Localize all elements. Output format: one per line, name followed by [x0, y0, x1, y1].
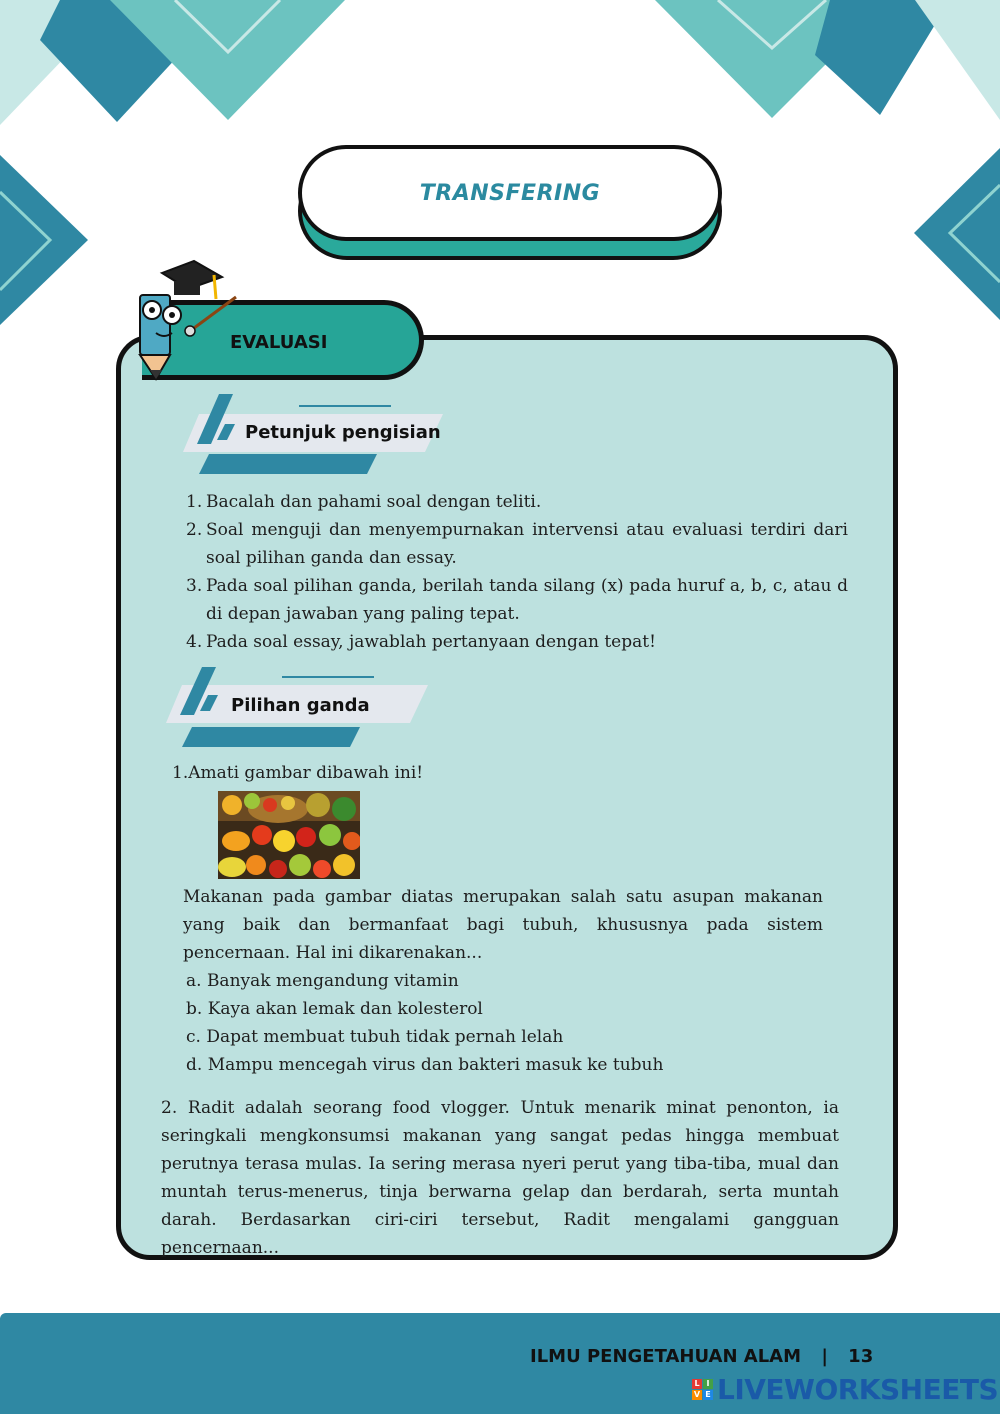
- instructions-heading-banner: [183, 394, 443, 476]
- liveworksheets-wordmark: LIVEWORKSHEETS: [717, 1373, 999, 1406]
- evaluation-tab-label: EVALUASI: [230, 332, 328, 353]
- question-2-text: 2. Radit adalah seorang food vlogger. Untuk menarik minat penonton, ia seringkali mengkonsumsi makanan yang sangat pedas hingga membuat perutnya terasa mulas. Ia sering merasa nyeri perut yang tiba-tiba, mual dan muntah terus-menerus, tinja berwarna gelap dan berdarah, serta muntah darah. Berdasarkan ciri-ciri tersebut, Radit mengalami gangguan pencernaan...: [161, 1098, 839, 1258]
- instructions-list: [186, 488, 848, 656]
- question-1-prompt: 1.Amati gambar dibawah ini!: [172, 763, 424, 783]
- answer-option-c[interactable]: c. Dapat membuat tubuh tidak pernah lelah: [186, 1027, 564, 1047]
- multiple-choice-heading-banner: [166, 667, 428, 749]
- liveworksheets-brand[interactable]: [692, 1373, 998, 1406]
- instructions-heading: Petunjuk pengisian: [245, 422, 441, 443]
- footer-label: [530, 1346, 873, 1367]
- title-banner: [298, 145, 722, 241]
- pencil-mascot-icon: [130, 255, 240, 383]
- footer-subject: ILMU PENGETAHUAN ALAM: [530, 1346, 802, 1367]
- page-number: 13: [848, 1346, 874, 1367]
- page-title: TRANSFERING: [419, 180, 601, 206]
- multiple-choice-heading: Pilihan ganda: [231, 695, 370, 716]
- list-item: 1. Bacalah dan pahami soal dengan teliti.: [186, 492, 542, 512]
- liveworksheets-logo-icon: L I V E: [692, 1379, 713, 1400]
- answer-option-b[interactable]: b. Kaya akan lemak dan kolesterol: [186, 999, 483, 1019]
- fruit-basket-image: [218, 791, 360, 879]
- list-item: 4. Pada soal essay, jawablah pertanyaan dengan tepat!: [186, 632, 656, 652]
- answer-option-a[interactable]: a. Banyak mengandung vitamin: [186, 971, 459, 991]
- answer-option-d[interactable]: d. Mampu mencegah virus dan bakteri masuk ke tubuh: [186, 1055, 664, 1075]
- question-1-options: [186, 967, 663, 1079]
- list-item: 3. Pada soal pilihan ganda, berilah tanda silang (x) pada huruf a, b, c, atau d di depan jawaban yang paling tepat.: [186, 576, 848, 624]
- question-1-body: Makanan pada gambar diatas merupakan salah satu asupan makanan yang baik dan bermanfaat bagi tubuh, khususnya pada sistem pencernaan. Hal ini dikarenakan...: [183, 887, 823, 963]
- list-item: 2. Soal menguji dan menyempurnakan intervensi atau evaluasi terdiri dari soal pilihan ganda dan essay.: [186, 520, 848, 568]
- footer-separator: |: [821, 1346, 828, 1367]
